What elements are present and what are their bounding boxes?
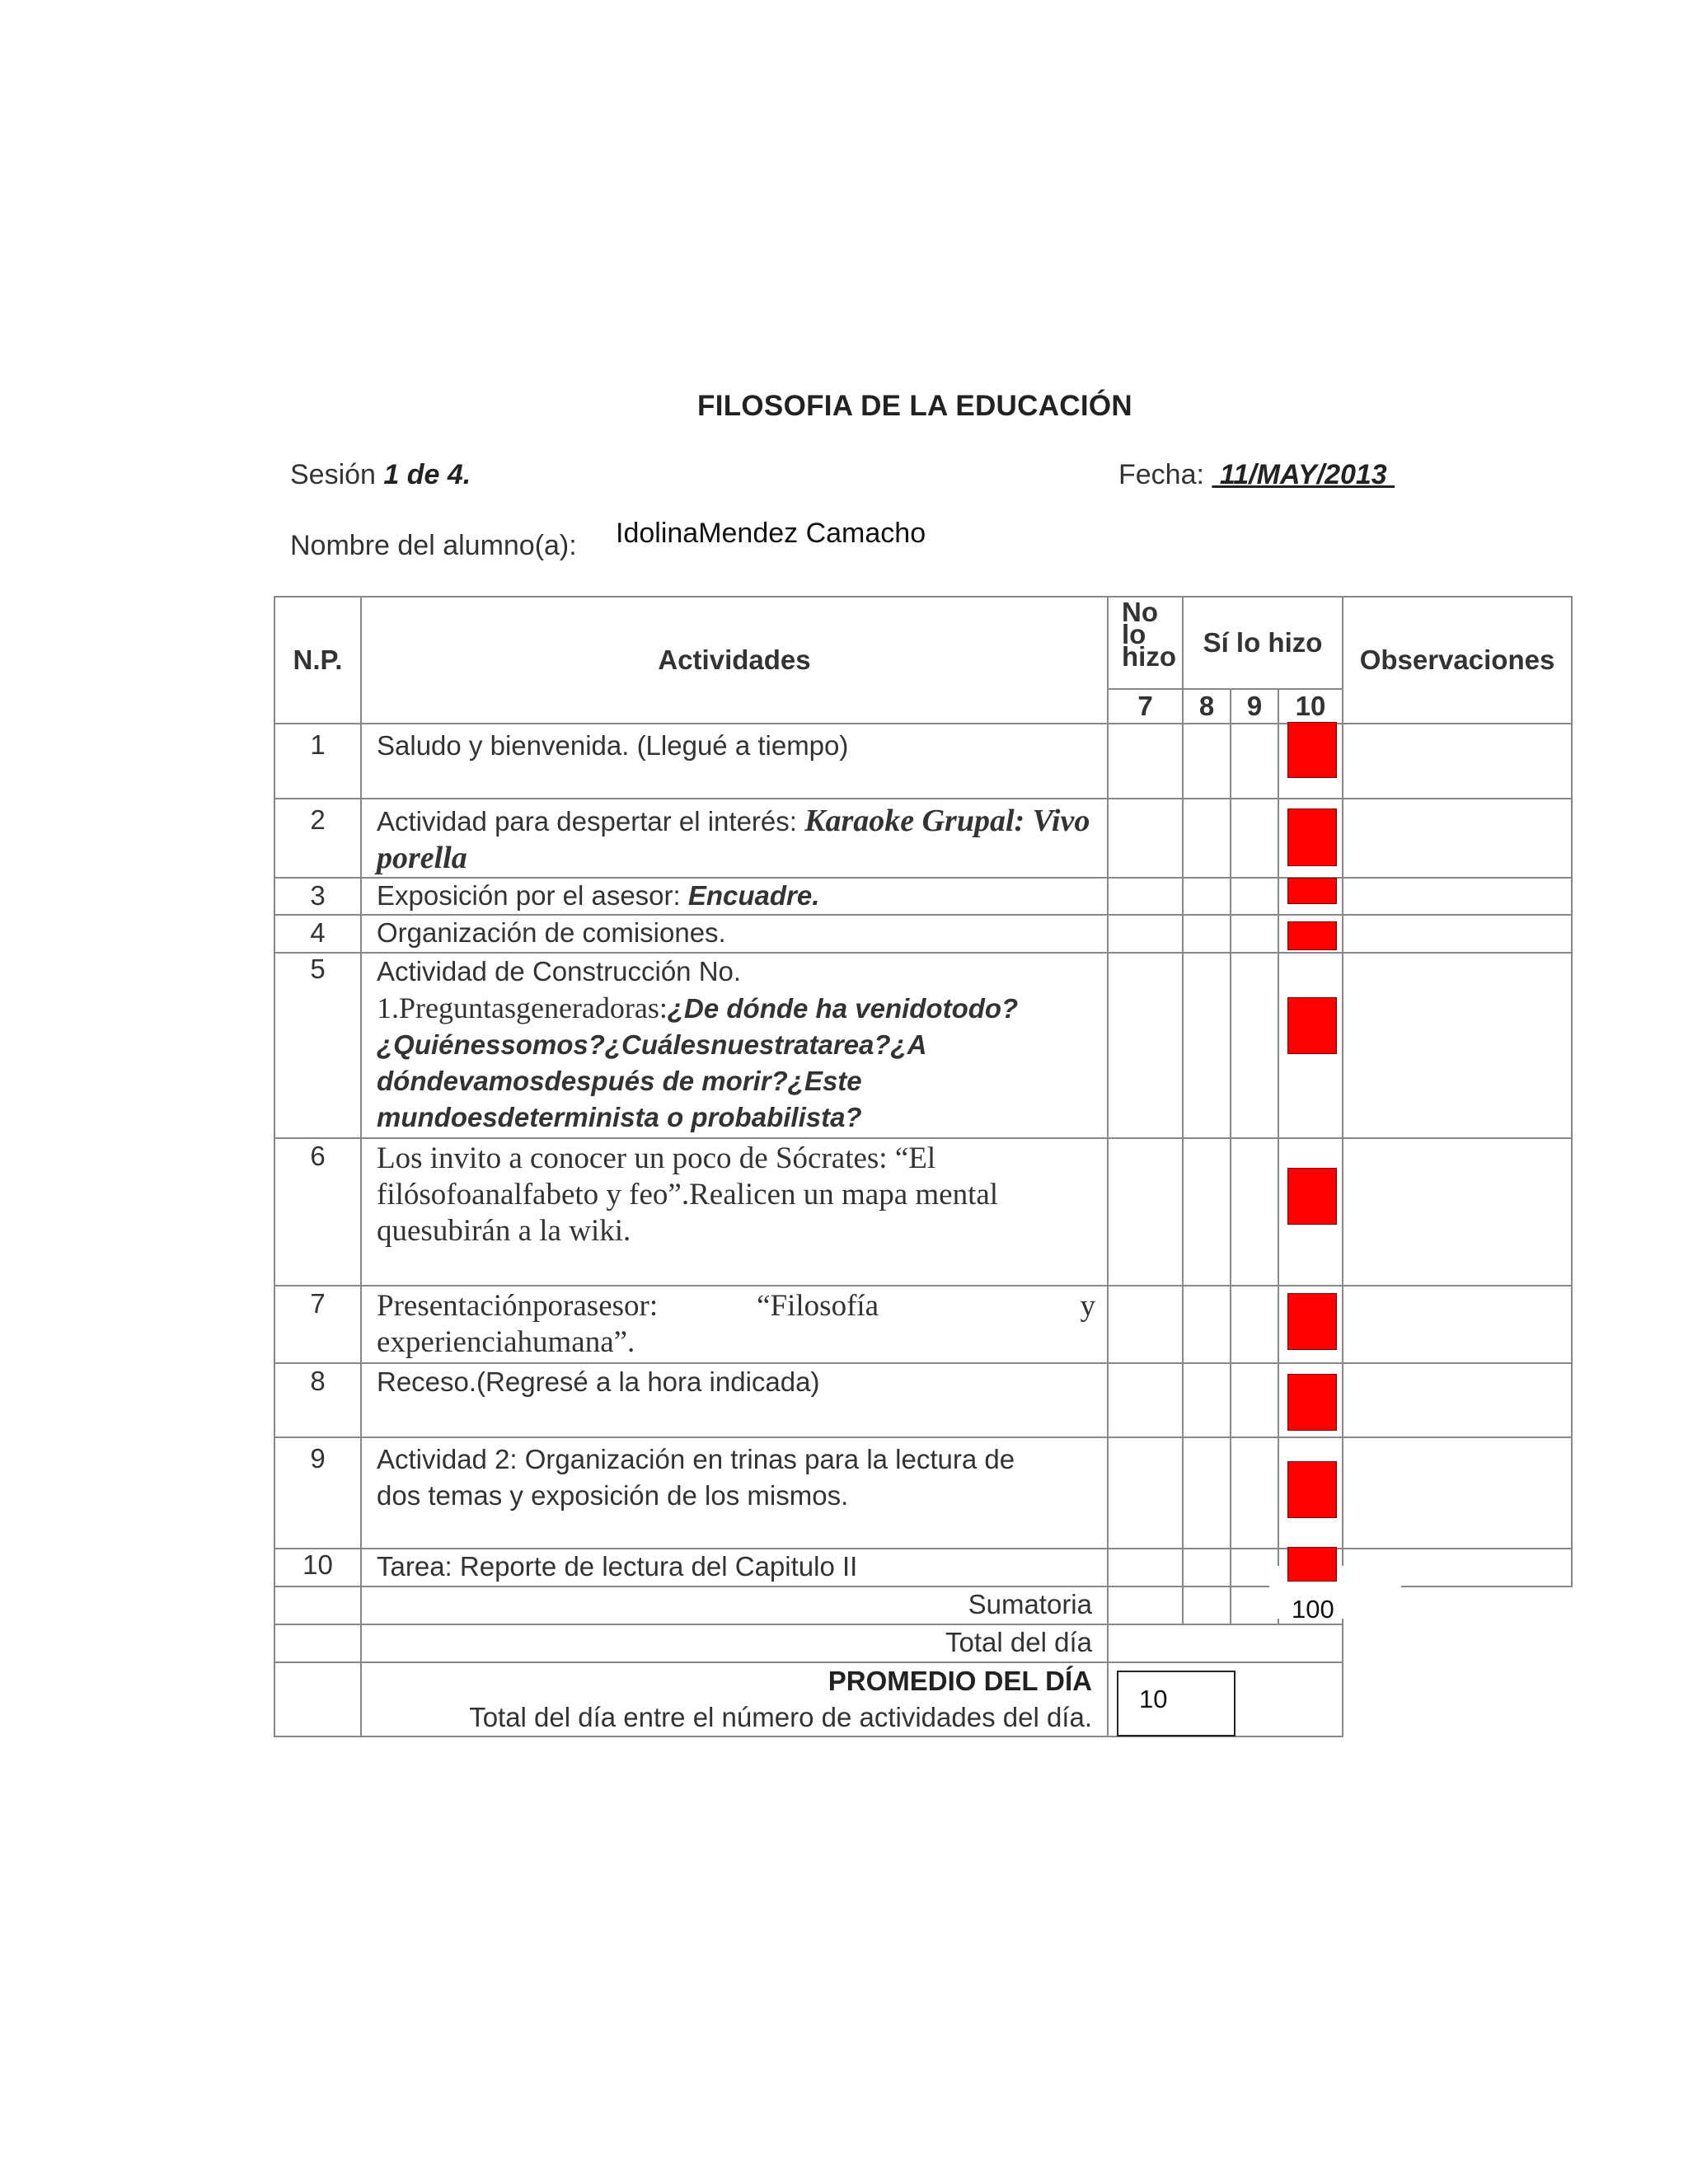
cell-8[interactable] bbox=[1183, 1286, 1231, 1363]
cell-8[interactable] bbox=[1183, 1138, 1231, 1286]
activity-text bbox=[361, 1138, 1108, 1286]
cell-no[interactable] bbox=[1108, 1138, 1183, 1286]
cell-8[interactable] bbox=[1183, 953, 1231, 1138]
cell-observaciones[interactable] bbox=[1343, 878, 1572, 915]
activity-text bbox=[361, 799, 1108, 878]
cell-8[interactable] bbox=[1183, 1437, 1231, 1549]
date-value: 11/MAY/2013 bbox=[1212, 459, 1395, 490]
promedio-label: PROMEDIO DEL DÍA bbox=[828, 1666, 1092, 1696]
activity-label: Actividad para despertar el interés: bbox=[377, 806, 805, 837]
check-mark-row-2[interactable] bbox=[1287, 808, 1337, 866]
cell-9[interactable] bbox=[1231, 953, 1278, 1138]
activity-label-2: 1.Preguntasgeneradoras: bbox=[377, 991, 668, 1024]
table-row bbox=[274, 915, 1572, 953]
activity-label: Actividad 2: Organización en trinas para la lectura de dos temas y exposición de los mismos. bbox=[377, 1444, 1015, 1511]
total-label: Total del día bbox=[361, 1624, 1108, 1662]
sumatoria-label: Sumatoria bbox=[361, 1586, 1108, 1624]
header-np: N.P. bbox=[274, 597, 361, 724]
activity-text bbox=[361, 1549, 1108, 1586]
activity-label: Tarea: Reporte de lectura del Capitulo II bbox=[377, 1551, 858, 1582]
header-no-lo-hizo bbox=[1108, 597, 1183, 689]
activity-emphasis: Karaoke Grupal: Vivo porella bbox=[377, 804, 1090, 875]
check-mark-row-10[interactable] bbox=[1287, 1547, 1337, 1582]
date-line bbox=[1118, 459, 1395, 491]
student-name-field[interactable]: IdolinaMendez Camacho bbox=[616, 518, 926, 549]
activity-text bbox=[361, 724, 1108, 799]
row-number: 5 bbox=[274, 953, 361, 1138]
session-value: 1 de 4. bbox=[383, 459, 471, 490]
header-si-lo-hizo: Sí lo hizo bbox=[1183, 597, 1343, 689]
activity-label-3: y bbox=[1080, 1289, 1095, 1323]
activity-label: Exposición por el asesor: bbox=[377, 880, 688, 911]
empty-cell bbox=[274, 1624, 361, 1662]
row-number: 10 bbox=[274, 1549, 361, 1586]
score-header-8: 8 bbox=[1183, 689, 1231, 724]
table-row bbox=[274, 1363, 1572, 1437]
row-number: 7 bbox=[274, 1286, 361, 1363]
cell-observaciones[interactable] bbox=[1343, 724, 1572, 799]
session-label: Sesión bbox=[290, 459, 376, 490]
session-line bbox=[290, 459, 471, 491]
check-mark-row-3[interactable] bbox=[1287, 878, 1337, 904]
score-header-7: 7 bbox=[1108, 689, 1183, 724]
empty-cell bbox=[274, 1586, 361, 1624]
cell-no[interactable] bbox=[1108, 915, 1183, 953]
activity-label: Saludo y bienvenida. (Llegué a tiempo) bbox=[377, 730, 849, 761]
blank bbox=[1343, 1624, 1572, 1662]
cell-8[interactable] bbox=[1183, 1549, 1231, 1586]
row-number: 9 bbox=[274, 1437, 361, 1549]
score-header-10: 10 bbox=[1278, 689, 1343, 724]
table-row bbox=[274, 1138, 1572, 1286]
table-row bbox=[274, 724, 1572, 799]
header-no-word-3: hizo bbox=[1122, 641, 1176, 672]
check-mark-row-4[interactable] bbox=[1287, 921, 1337, 950]
sum-cell-no bbox=[1108, 1586, 1183, 1624]
cell-no[interactable] bbox=[1108, 1286, 1183, 1363]
check-mark-row-1[interactable] bbox=[1287, 722, 1337, 778]
cell-9[interactable] bbox=[1231, 799, 1278, 878]
score-header-9: 9 bbox=[1231, 689, 1278, 724]
cell-observaciones[interactable] bbox=[1343, 1286, 1572, 1363]
header-actividades: Actividades bbox=[361, 597, 1108, 724]
activity-text bbox=[361, 1437, 1108, 1549]
blank bbox=[1343, 1662, 1572, 1736]
cell-no[interactable] bbox=[1108, 799, 1183, 878]
cell-observaciones[interactable] bbox=[1343, 799, 1572, 878]
row-number: 4 bbox=[274, 915, 361, 953]
check-mark-row-9[interactable] bbox=[1287, 1461, 1337, 1518]
header-no-word-2: lo bbox=[1122, 619, 1146, 649]
sumatoria-value: 100 bbox=[1292, 1595, 1334, 1624]
total-value-cell[interactable] bbox=[1108, 1624, 1343, 1662]
check-mark-row-6[interactable] bbox=[1287, 1168, 1337, 1225]
cell-8[interactable] bbox=[1183, 724, 1231, 799]
cell-8[interactable] bbox=[1183, 1363, 1231, 1437]
activity-label: Actividad de Construcción No. bbox=[377, 956, 742, 987]
cell-9[interactable] bbox=[1231, 878, 1278, 915]
activity-text bbox=[361, 1286, 1108, 1363]
row-number: 8 bbox=[274, 1363, 361, 1437]
cell-observaciones[interactable] bbox=[1343, 953, 1572, 1138]
activity-label: Presentaciónporasesor: bbox=[377, 1289, 659, 1323]
header-observaciones: Observaciones bbox=[1343, 597, 1572, 724]
activity-text bbox=[361, 878, 1108, 915]
check-mark-row-7[interactable] bbox=[1287, 1293, 1337, 1350]
cell-9[interactable] bbox=[1231, 1138, 1278, 1286]
activity-line-1 bbox=[377, 1288, 1095, 1324]
row-number: 6 bbox=[274, 1138, 361, 1286]
cell-no[interactable] bbox=[1108, 724, 1183, 799]
table-row bbox=[274, 878, 1572, 915]
cell-9[interactable] bbox=[1231, 1437, 1278, 1549]
table-row bbox=[274, 1437, 1572, 1549]
activity-label: Los invito a conocer un poco de Sócrates: “El filósofoanalfabeto y feo”.Realicen un mapa mental quesubirán a la wiki. bbox=[377, 1141, 999, 1248]
activity-label-4: experienciahumana”. bbox=[377, 1325, 635, 1359]
table-row bbox=[274, 799, 1572, 878]
check-mark-row-5[interactable] bbox=[1287, 997, 1337, 1054]
cell-no[interactable] bbox=[1108, 953, 1183, 1138]
cell-no[interactable] bbox=[1108, 878, 1183, 915]
row-number: 1 bbox=[274, 724, 361, 799]
table-row bbox=[274, 1286, 1572, 1363]
promedio-row bbox=[274, 1662, 1572, 1736]
date-label: Fecha: bbox=[1118, 459, 1204, 490]
cell-9[interactable] bbox=[1231, 1286, 1278, 1363]
activity-text bbox=[361, 953, 1108, 1138]
cell-8[interactable] bbox=[1183, 878, 1231, 915]
activity-label: Organización de comisiones. bbox=[377, 917, 726, 948]
promedio-sub: Total del día entre el número de actividades del día. bbox=[469, 1702, 1092, 1732]
promedio-value-box[interactable]: 10 bbox=[1117, 1671, 1236, 1736]
cell-no[interactable] bbox=[1108, 1549, 1183, 1586]
cell-9[interactable] bbox=[1231, 724, 1278, 799]
student-label: Nombre del alumno(a): bbox=[290, 530, 577, 561]
document-title: FILOSOFIA DE LA EDUCACIÓN bbox=[697, 390, 1132, 422]
empty-cell bbox=[274, 1662, 361, 1736]
check-mark-row-8[interactable] bbox=[1287, 1374, 1337, 1431]
cell-observaciones[interactable] bbox=[1343, 915, 1572, 953]
cell-no[interactable] bbox=[1108, 1437, 1183, 1549]
row-number: 2 bbox=[274, 799, 361, 878]
activity-emphasis: ¿De dónde ha venidotodo?¿Quiénessomos?¿Cuálesnuestratarea?¿A dóndevamosdespués de morir?¿Este mundoesdeterminista o probabilista? bbox=[377, 993, 1019, 1132]
cell-observaciones[interactable] bbox=[1343, 1363, 1572, 1437]
table-row bbox=[274, 953, 1572, 1138]
activity-emphasis: Encuadre. bbox=[687, 880, 820, 911]
activity-label-2: “Filosofía bbox=[757, 1289, 879, 1323]
promedio-label-cell bbox=[361, 1662, 1108, 1736]
activity-text bbox=[361, 1363, 1108, 1437]
row-number: 3 bbox=[274, 878, 361, 915]
sum-cell-8 bbox=[1183, 1586, 1231, 1624]
activity-label: Receso.(Regresé a la hora indicada) bbox=[377, 1366, 820, 1397]
header-no-word-1: No bbox=[1122, 597, 1158, 627]
activity-text bbox=[361, 915, 1108, 953]
total-row bbox=[274, 1624, 1572, 1662]
cell-9[interactable] bbox=[1231, 915, 1278, 953]
cell-no[interactable] bbox=[1108, 1363, 1183, 1437]
cell-8[interactable] bbox=[1183, 915, 1231, 953]
cell-observaciones[interactable] bbox=[1343, 1437, 1572, 1549]
cell-8[interactable] bbox=[1183, 799, 1231, 878]
cell-observaciones[interactable] bbox=[1343, 1138, 1572, 1286]
cell-9[interactable] bbox=[1231, 1363, 1278, 1437]
